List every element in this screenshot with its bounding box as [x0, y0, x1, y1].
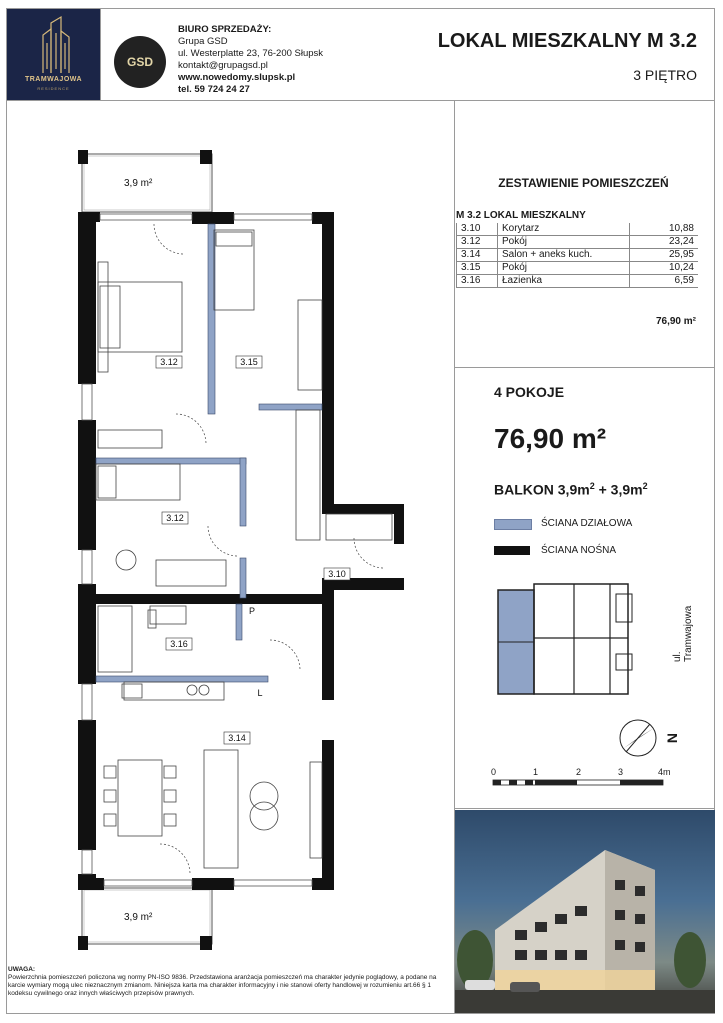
- summary-total: 76,90 m²: [655, 316, 696, 327]
- legend-swatch-partition: [494, 519, 532, 530]
- gsd-logo: [114, 36, 166, 88]
- floor-plan: [74, 150, 406, 950]
- floor-label: 3 PIĘTRO: [633, 67, 697, 83]
- office-address: ul. Westerplatte 23, 76-200 Słupsk: [178, 48, 324, 59]
- office-email[interactable]: kontakt@grupagsd.pl: [178, 60, 268, 71]
- room-label: 3.14: [228, 733, 246, 743]
- room-label: 3.16: [170, 639, 188, 649]
- gsd-logo-text: GSD: [126, 55, 153, 69]
- disclaimer-text: Powierzchnia pomieszczeń policzona wg normy PN-ISO 9836. Przedstawiona aranżacja pomieszczeń ma charakter jedynie poglądowy, a podane na karcie wymiary mogą ulec nieznacznym zmianom. Niniejsza karta ma charakter informacyjny i nie stanowi oferty handlowej w rozumieniu art.66 § 1 kodeksu cywilnego oraz innych właściwych przepisów prawnych.: [8, 974, 437, 997]
- disclaimer-heading: UWAGA:: [8, 966, 36, 973]
- summary-unit-heading: M 3.2 LOKAL MIESZKALNY: [456, 210, 586, 221]
- tramwajowa-logo: [7, 9, 100, 100]
- site-plan: [490, 578, 640, 713]
- logo-name: TRAMWAJOWA: [24, 76, 83, 83]
- table-row: 3.16 Łazienka 6,59: [457, 275, 699, 288]
- scale-label: 2: [576, 767, 582, 777]
- building-render-illustration: [455, 810, 715, 1013]
- room-label: 3.12: [160, 357, 178, 367]
- scale-label: 0: [491, 767, 497, 777]
- office-website[interactable]: www.nowedomy.slupsk.pl: [178, 72, 296, 83]
- building-icon: [7, 13, 100, 75]
- table-row: 3.10 Korytarz 10,88: [457, 223, 699, 236]
- table-row: 3.12 Pokój 23,24: [457, 236, 699, 249]
- logo-sub: RESIDENCE: [37, 86, 70, 91]
- scale-label: 1: [533, 767, 539, 777]
- rooms-table: [456, 223, 698, 288]
- office-phone[interactable]: tel. 59 724 24 27: [178, 84, 250, 95]
- summary-title: ZESTAWIENIE POMIESZCZEŃ: [498, 176, 669, 190]
- building-render-image: [455, 810, 715, 1013]
- divider: [454, 808, 715, 809]
- table-row: 3.15 Pokój 10,24: [457, 262, 699, 275]
- disclaimer: [8, 966, 454, 998]
- total-area: 76,90 m²: [494, 423, 607, 454]
- office-company: Grupa GSD: [178, 36, 228, 47]
- divider: [100, 9, 101, 100]
- scale-label: 4m: [658, 767, 671, 777]
- scale-label: 3: [618, 767, 624, 777]
- sales-office: [178, 24, 323, 96]
- page-title: LOKAL MIESZKALNY M 3.2: [437, 30, 697, 52]
- scale-bar: [492, 778, 672, 790]
- rooms-count: 4 POKOJE: [494, 384, 565, 400]
- balcony-label: 3,9 m²: [124, 178, 153, 189]
- north-label: N: [664, 732, 681, 744]
- room-label: 3.10: [328, 569, 346, 579]
- table-row: 3.14 Salon + aneks kuch. 25,95: [457, 249, 699, 262]
- divider: [454, 367, 715, 368]
- legend-swatch-bearing: [494, 546, 530, 555]
- balcony-label: 3,9 m²: [124, 912, 153, 923]
- legend-partition-label: ŚCIANA DZIAŁOWA: [541, 518, 633, 529]
- utility-label: P: [248, 606, 256, 616]
- compass-icon: [618, 718, 658, 758]
- utility-label: L: [257, 688, 263, 698]
- street-label: ul. Tramwajowa: [672, 605, 694, 662]
- room-label: 3.12: [166, 513, 184, 523]
- office-heading: BIURO SPRZEDAŻY:: [178, 24, 272, 35]
- divider: [7, 100, 715, 101]
- room-label: 3.15: [240, 357, 258, 367]
- balcony-area: BALKON $3,9m^2 + 3,9m^2$: [494, 481, 648, 498]
- legend-bearing-label: ŚCIANA NOŚNA: [541, 545, 617, 556]
